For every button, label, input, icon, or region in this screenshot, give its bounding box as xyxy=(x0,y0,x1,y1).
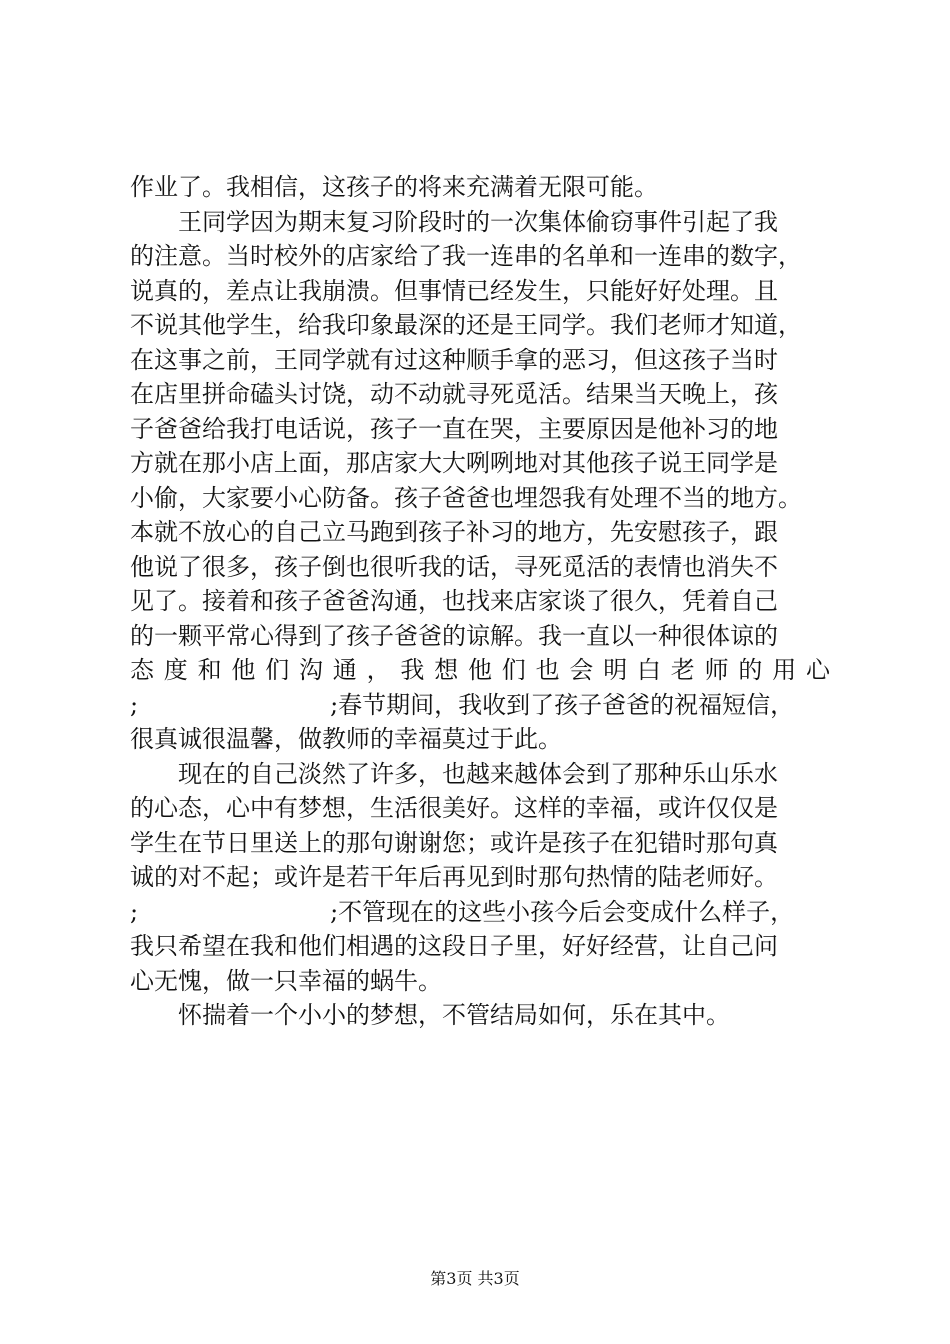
text-line: 不说其他学生，给我印象最深的还是王同学。我们老师才知道， xyxy=(130,311,802,339)
page-footer xyxy=(0,1266,950,1289)
text-line: 的一颗平常心得到了孩子爸爸的谅解。我一直以一种很体谅的 xyxy=(130,621,778,650)
body-text xyxy=(130,170,830,1033)
text-line: 学生在节日里送上的那句谢谢您；或许是孩子在犯错时那句真 xyxy=(130,828,778,857)
text-line: 方就在那小店上面，那店家大大咧咧地对其他孩子说王同学是 xyxy=(130,449,778,477)
text-line: 很真诚很温馨，做教师的幸福莫过于此。 xyxy=(130,725,562,753)
text-line: 子爸爸给我打电话说，孩子一直在哭，主要原因是他补习的地 xyxy=(130,414,778,443)
paragraph-start-line: 王同学因为期末复习阶段时的一次集体偷窃事件引起了我 xyxy=(178,207,778,236)
text-line: 见了。接着和孩子爸爸沟通，也找来店家谈了很久，凭着自己 xyxy=(130,587,778,615)
text-line: ; ;不管现在的这些小孩今后会变成什么样子， xyxy=(130,897,795,926)
paragraph-start-line: 现在的自己淡然了许多，也越来越体会到了那种乐山乐水 xyxy=(178,759,778,788)
text-line: 心无愧，做一只幸福的蜗牛。 xyxy=(130,966,442,995)
text-line: 在店里拼命磕头讨饶，动不动就寻死觅活。结果当天晚上，孩 xyxy=(130,380,778,408)
justified-text-line: 态度和他们沟通，我想他们也会明白老师的用心 xyxy=(130,656,830,684)
text-line: 的注意。当时校外的店家给了我一连串的名单和一连串的数字， xyxy=(130,242,802,270)
text-line: 诚的对不起；或许是若干年后再见到时那句热情的陆老师好。 xyxy=(130,863,778,891)
text-line: 小偷，大家要小心防备。孩子爸爸也埋怨我有处理不当的地方。 xyxy=(130,483,802,512)
paragraph-start-line: 怀揣着一个小小的梦想，不管结局如何，乐在其中。 xyxy=(178,1001,730,1029)
text-line: 在这事之前，王同学就有过这种顺手拿的恶习，但这孩子当时 xyxy=(130,345,778,374)
text-line: 说真的，差点让我崩溃。但事情已经发生，只能好好处理。且 xyxy=(130,276,778,305)
text-line: ; ;春节期间，我收到了孩子爸爸的祝福短信， xyxy=(130,690,795,719)
text-line: 本就不放心的自己立马跑到孩子补习的地方，先安慰孩子，跟 xyxy=(130,518,778,546)
text-line: 的心态，心中有梦想，生活很美好。这样的幸福，或许仅仅是 xyxy=(130,794,778,822)
text-line: 作业了。我相信，这孩子的将来充满着无限可能。 xyxy=(130,173,658,201)
text-line: 我只希望在我和他们相遇的这段日子里，好好经营，让自己问 xyxy=(130,932,778,960)
text-line: 他说了很多，孩子倒也很听我的话，寻死觅活的表情也消失不 xyxy=(130,552,778,581)
page-number-label: 第3页 共3页 xyxy=(430,1269,520,1288)
